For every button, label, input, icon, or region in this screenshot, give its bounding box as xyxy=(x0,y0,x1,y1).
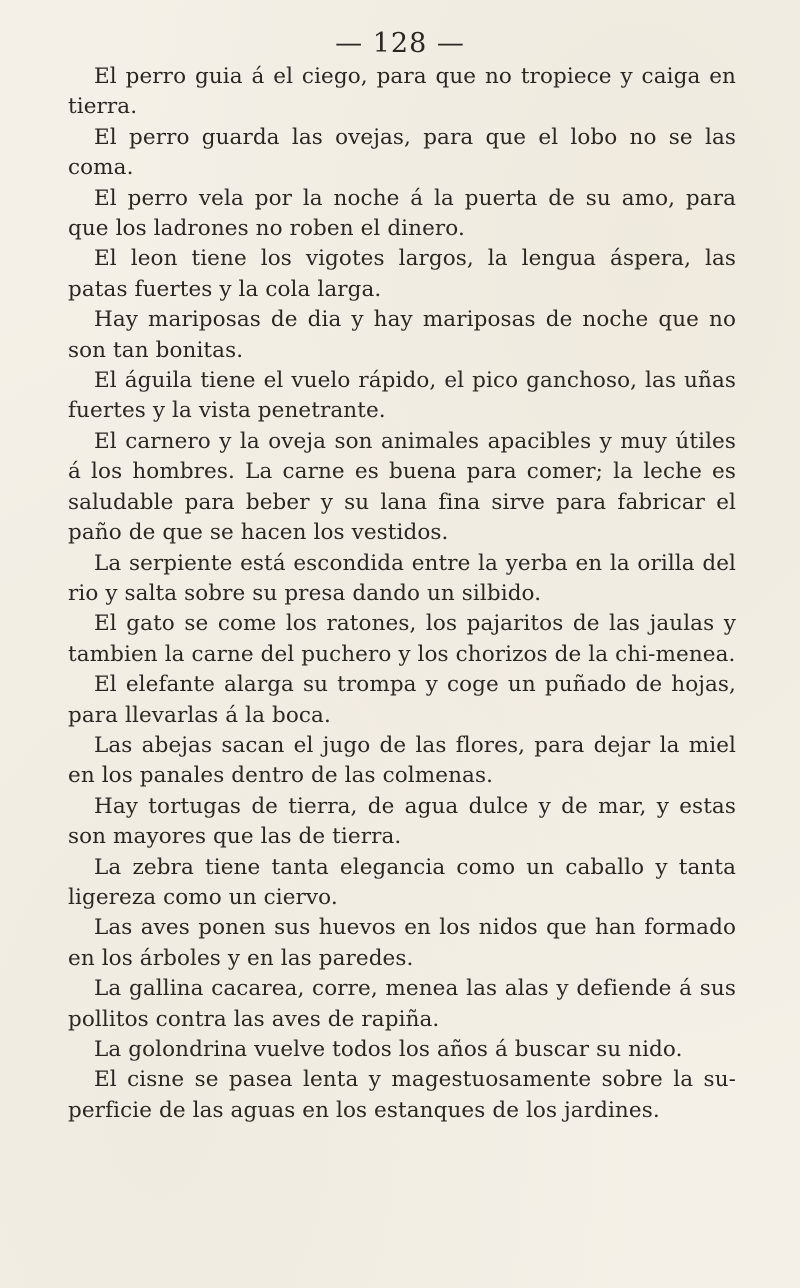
paragraph-10: El elefante alarga su trompa y coge un puñado de hojas, para llevarlas á la boca. xyxy=(68,672,736,728)
paragraph-11: Las abejas sacan el jugo de las flores, para dejar la miel en los panales dentro de las colmenas. xyxy=(68,732,736,789)
body-text xyxy=(68,62,736,1126)
paragraph-13: La zebra tiene tanta elegancia como un caballo y tanta ligereza como un ciervo. xyxy=(68,854,736,910)
paragraph-3: El perro vela por la noche á la puerta de su amo, para que los ladrones no roben el dinero. xyxy=(68,185,736,242)
paragraph-4: El leon tiene los vigotes largos, la lengua áspera, las patas fuertes y la cola larga. xyxy=(68,246,736,302)
page-number: — 128 — xyxy=(335,28,465,59)
paragraph-14: Las aves ponen sus huevos en los nidos que han formado en los árboles y en las paredes. xyxy=(68,915,736,971)
paragraph-17: El cisne se pasea lenta y magestuosamente sobre la su-perficie de las aguas en los estanques de los jardines. xyxy=(68,1067,736,1123)
paragraph-16: La golondrina vuelve todos los años á buscar su nido. xyxy=(94,1037,683,1062)
paragraph-1: El perro guia á el ciego, para que no tropiece y caiga en tierra. xyxy=(68,64,736,120)
paragraph-9: El gato se come los ratones, los pajaritos de las jaulas y tambien la carne del puchero y los chorizos de la chi-menea. xyxy=(68,611,736,667)
paragraph-2: El perro guarda las ovejas, para que el lobo no se las coma. xyxy=(68,124,736,181)
paragraph-12: Hay tortugas de tierra, de agua dulce y de mar, y estas son mayores que las de tierra. xyxy=(68,793,736,850)
paragraph-5: Hay mariposas de dia y hay mariposas de noche que no son tan bonitas. xyxy=(68,307,736,363)
paragraph-8: La serpiente está escondida entre la yerba en la orilla del rio y salta sobre su presa dando un silbido. xyxy=(68,550,736,606)
paragraph-7: El carnero y la oveja son animales apacibles y muy útiles á los hombres. La carne es buena para comer; la leche es saludable para beber y su lana fina sirve para fabricar el paño de que se hacen los vestidos. xyxy=(68,428,736,546)
paragraph-15: La gallina cacarea, corre, menea las alas y defiende á sus pollitos contra las aves de rapiña. xyxy=(68,976,736,1032)
paragraph-6: El águila tiene el vuelo rápido, el pico ganchoso, las uñas fuertes y la vista penetrante. xyxy=(68,368,736,424)
